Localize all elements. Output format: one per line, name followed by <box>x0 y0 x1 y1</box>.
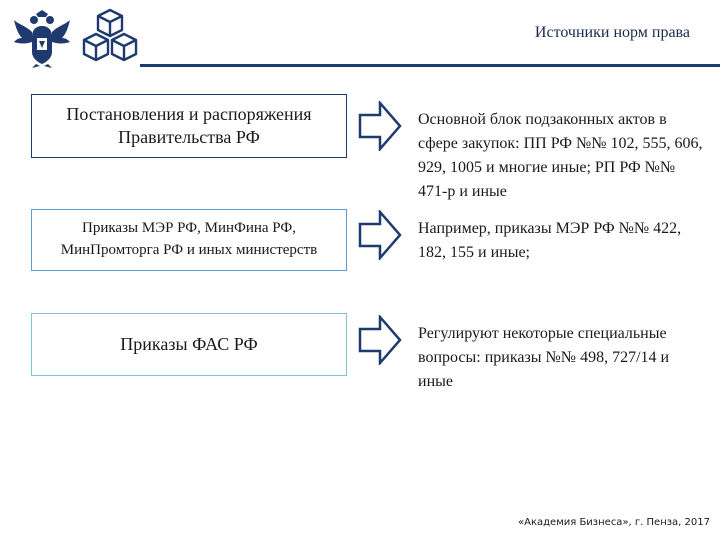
arrow-right-icon <box>358 315 402 365</box>
arrow-right-icon <box>358 101 402 151</box>
coat-of-arms-icon <box>12 8 72 70</box>
source-box-ministries: Приказы МЭР РФ, МинФина РФ, МинПромторга РФ и иных министерств <box>31 209 347 271</box>
description-government: Основной блок подзаконных актов в сфере закупок: ПП РФ №№ 102, 555, 606, 929, 1005 и многие иные; РП РФ №№ 471-р и иные <box>418 111 703 200</box>
source-box-government: Постановления и распоряжения Правительства РФ <box>31 94 347 158</box>
arrow-right-icon <box>358 210 402 260</box>
page-title: Источники норм права <box>534 24 690 41</box>
footer-credit: «Академия Бизнеса», г. Пенза, 2017 <box>518 517 710 528</box>
description-fas: Регулируют некоторые специальные вопросы: приказы №№ 498, 727/14 и иные <box>418 325 670 390</box>
header-divider <box>140 64 720 67</box>
cubes-logo-icon <box>80 6 140 68</box>
source-box-fas: Приказы ФАС РФ <box>31 313 347 376</box>
description-ministries: Например, приказы МЭР РФ №№ 422, 182, 155 и иные; <box>418 220 682 261</box>
